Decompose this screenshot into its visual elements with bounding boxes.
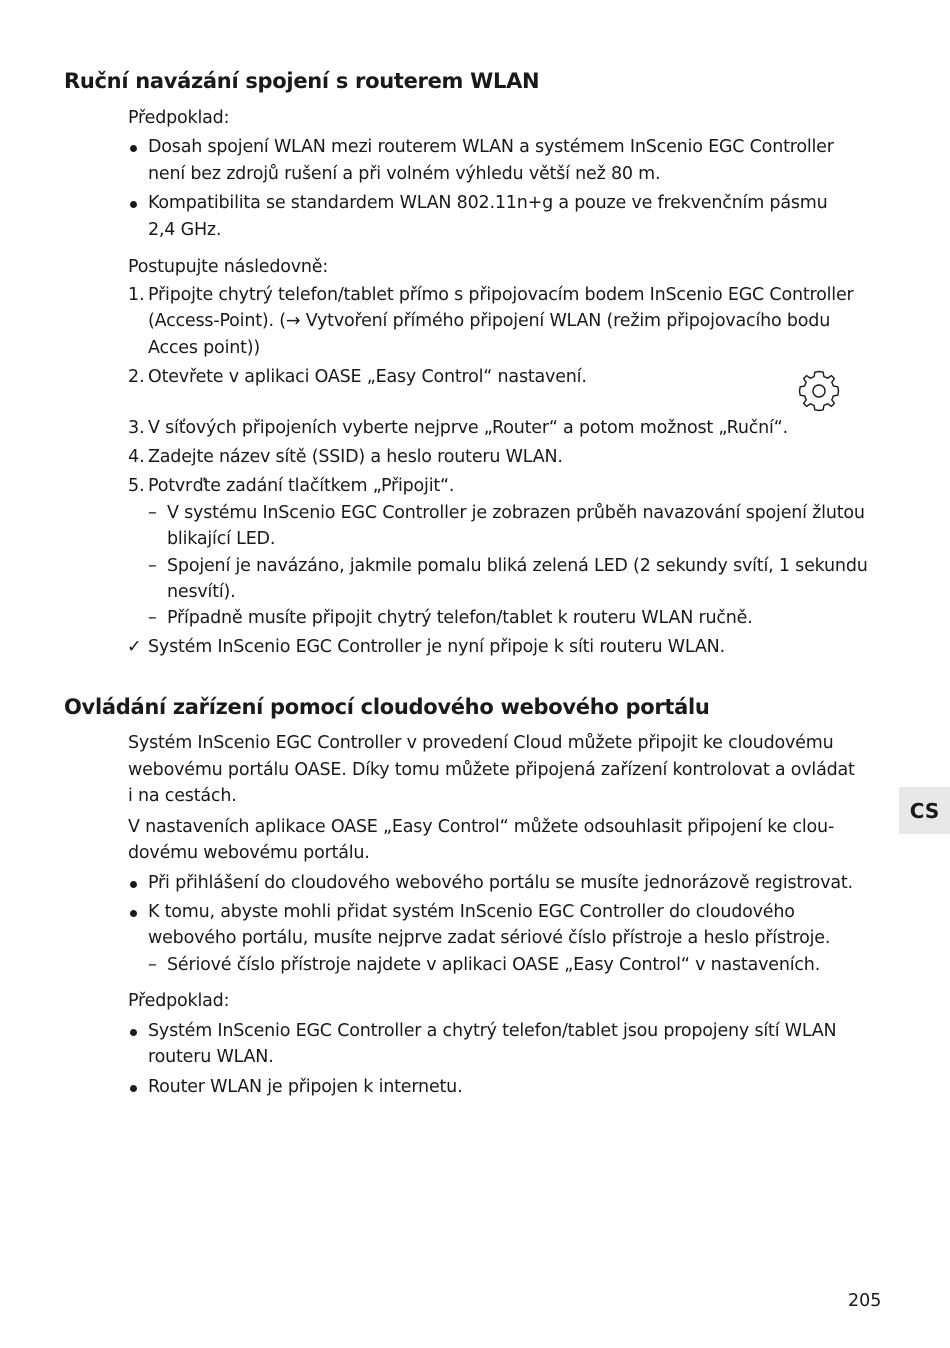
- step-text: Zadejte název sítě (SSID) a heslo routeru WLAN.: [148, 447, 563, 467]
- gear-icon: [795, 367, 843, 415]
- language-tab-label: CS: [909, 798, 940, 823]
- prereq-item-text: Router WLAN je připojen k internetu.: [148, 1077, 463, 1097]
- prerequisite-label: Předpoklad:: [128, 991, 230, 1011]
- bullet-icon: [130, 145, 137, 152]
- step-number: 1.: [128, 285, 145, 305]
- step-text: Potvrďte zadání tlačítkem „Připojit“.: [148, 476, 455, 496]
- step-number: 3.: [128, 418, 145, 438]
- step-number: 2.: [128, 367, 145, 387]
- prerequisite-label: Předpoklad:: [128, 108, 230, 128]
- dash-marker: –: [148, 556, 157, 576]
- bullet-icon: [130, 201, 137, 208]
- paragraph-text: webovému portálu OASE. Díky tomu můžete připojená zařízení kontrolovat a ovládat: [128, 760, 855, 780]
- language-tab: [899, 787, 950, 834]
- substep-text: nesvítí).: [167, 582, 236, 602]
- prereq-item-text: Dosah spojení WLAN mezi routerem WLAN a systémem InScenio EGC Controller: [148, 137, 834, 157]
- paragraph-text: V nastaveních aplikace OASE „Easy Control“ můžete odsouhlasit připojení ke clou-: [128, 817, 835, 837]
- dash-marker: –: [148, 955, 157, 975]
- paragraph-text: Systém InScenio EGC Controller v provedení Cloud můžete připojit ke cloudovému: [128, 733, 834, 753]
- prereq-item-text: Systém InScenio EGC Controller a chytrý telefon/tablet jsou propojeny sítí WLAN: [148, 1021, 837, 1041]
- result-text: Systém InScenio EGC Controller je nyní připoje k síti routeru WLAN.: [148, 637, 725, 657]
- step-text: Otevřete v aplikaci OASE „Easy Control“ nastavení.: [148, 367, 587, 387]
- dash-marker: –: [148, 608, 157, 628]
- list-item-text: webového portálu, musíte nejprve zadat sériové číslo přístroje a heslo přístroje.: [148, 928, 831, 948]
- step-text: (Access-Point). (→ Vytvoření přímého připojení WLAN (režim připojovacího bodu: [148, 311, 831, 331]
- substep-text: Spojení je navázáno, jakmile pomalu bliká zelená LED (2 sekundy svítí, 1 sekundu: [167, 556, 868, 576]
- section-heading-manual-router: Ruční navázání spojení s routerem WLAN: [64, 69, 540, 93]
- paragraph-text: i na cestách.: [128, 786, 237, 806]
- substep-text: Případně musíte připojit chytrý telefon/tablet k routeru WLAN ručně.: [167, 608, 753, 628]
- checkmark-icon: ✓: [127, 637, 142, 657]
- list-item-text: Při přihlášení do cloudového webového portálu se musíte jednorázově registrovat.: [148, 873, 853, 893]
- prereq-item-text: není bez zdrojů rušení a při volném výhledu větší než 80 m.: [148, 164, 661, 184]
- list-item-text: K tomu, abyste mohli přidat systém InScenio EGC Controller do cloudového: [148, 902, 795, 922]
- prereq-item-text: routeru WLAN.: [148, 1047, 274, 1067]
- substep-text: V systému InScenio EGC Controller je zobrazen průběh navazování spojení žlutou: [167, 503, 865, 523]
- substep-text: blikající LED.: [167, 529, 276, 549]
- dash-marker: –: [148, 503, 157, 523]
- prereq-item-text: Kompatibilita se standardem WLAN 802.11n+g a pouze ve frekvenčním pásmu: [148, 193, 828, 213]
- step-text: V síťových připojeních vyberte nejprve „Router“ a potom možnost „Ruční“.: [148, 418, 788, 438]
- subitem-text: Sériové číslo přístroje najdete v aplikaci OASE „Easy Control“ v nastaveních.: [167, 955, 821, 975]
- bullet-icon: [130, 1029, 137, 1036]
- prereq-item-text: 2,4 GHz.: [148, 220, 222, 240]
- step-text: Acces point)): [148, 338, 261, 358]
- step-text: Připojte chytrý telefon/tablet přímo s připojovacím bodem InScenio EGC Controller: [148, 285, 854, 305]
- bullet-icon: [130, 1085, 137, 1092]
- step-number: 4.: [128, 447, 145, 467]
- step-number: 5.: [128, 476, 145, 496]
- section-heading-cloud-portal: Ovládání zařízení pomocí cloudového webového portálu: [64, 695, 710, 719]
- bullet-icon: [130, 910, 137, 917]
- procedure-label: Postupujte následovně:: [128, 257, 329, 277]
- page-number: 205: [848, 1291, 882, 1311]
- bullet-icon: [130, 881, 137, 888]
- paragraph-text: dovému webovému portálu.: [128, 843, 370, 863]
